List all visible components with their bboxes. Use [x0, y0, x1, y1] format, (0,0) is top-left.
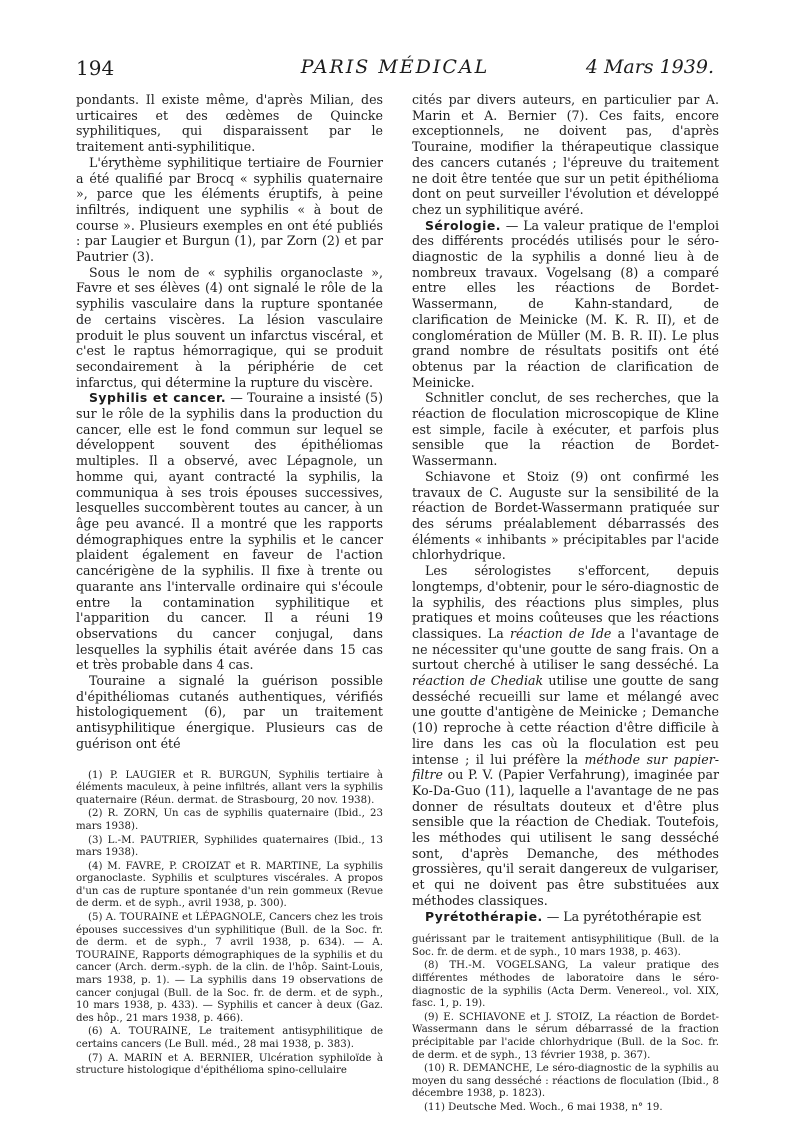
paragraph: Sous le nom de « syphilis organoclaste », Favre et ses élèves (4) ont signalé le rôle de la syphilis vasculaire dans la rupture spontanée de certains viscères. La lésion vasculaire produit le plus souvent un infarctus viscéral, et c'est le raptus hémorragique, qui se produit secondairement à la périphérie de cet infarctus, qui détermine la rupture du viscère. — [76, 264, 383, 390]
section-pyretotherapie — [412, 909, 719, 925]
term-papier-filtre: méthode sur papier-filtre — [412, 751, 719, 783]
footnotes-left — [76, 770, 383, 1078]
paragraph-text: ou P. V. (Papier Verfahrung), imaginée par Ko-Da-Guo (11), laquelle a l'avantage de ne pas donner de résultats douteux et d'être plus sensible que la réaction de Chediak. Toutefois, les méthodes qui utilisent le sang desséché sont, d'après Demanche, des méthodes grossières, qu'il serait dangereux de vulgariser, et qui ne doivent pas être substituées aux méthodes classiques. — [412, 767, 719, 908]
footnote: (11) Deutsche Med. Woch., 6 mai 1938, n° 19. — [424, 1101, 663, 1113]
issue-date: 4 Mars 1939. — [585, 56, 714, 78]
journal-title: PARIS MÉDICAL — [300, 56, 490, 78]
section-heading: Syphilis et cancer. — [89, 390, 227, 406]
footnotes-right — [412, 934, 719, 1114]
paragraph — [412, 563, 719, 908]
paragraph: pondants. Il existe même, d'après Milian, des urticaires et des œdèmes de Quincke syphilitiques, qui disparaissent par le traitement anti-syphilitique. — [76, 92, 383, 155]
paragraph: cités par divers auteurs, en particulier par A. Marin et A. Bernier (7). Ces faits, encore exceptionnels, ne doivent pas, d'après Touraine, modifier la thérapeutique classique des cancers cutanés ; l'épreuve du traitement ne doit être tentée que sur un petit épithélioma dont on peut surveiller l'évolution et développé chez un syphilitique avéré. — [412, 92, 719, 217]
footnote: (7) A. MARIN et A. BERNIER, Ulcération syphiloïde à structure histologique d'épithélioma spino-cellulaire — [76, 1052, 383, 1077]
footnote: guérissant par le traitement antisyphilitique (Bull. de la Soc. fr. de derm. et de syph., 10 mars 1938, p. 463). — [412, 934, 719, 958]
footnote: (5) A. TOURAINE et LÉPAGNOLE, Cancers chez les trois épouses successives d'un syphilitique (Bull. de la Soc. fr. de derm. et de syph., 7 avril 1938, p. 634). — A. TOURAINE, Rapports démographiques de la syphilis et du cancer (Arch. derm.-syph. de la clin. de l'hôp. Saint-Louis, mars 1938, p. 1). — La syphilis dans 19 observations de cancer conjugal (Bull. de la Soc. fr. de derm. et de syph., 10 mars 1938, p. 433). — Syphilis et cancer à deux (Gaz. des hôp., 21 mars 1938, p. 466). — [76, 912, 383, 1024]
term-ide: réaction de Ide — [510, 625, 612, 641]
footnote: (4) M. FAVRE, P. CROIZAT et R. MARTINE, La syphilis organoclaste. Syphilis et sculptures viscérales. A propos d'un cas de rupture spontanée d'un rein gommeux (Revue de derm. et de syph., avril 1938, p. 300). — [76, 860, 383, 910]
paragraph-text: — La valeur pratique de l'emploi des différents procédés utilisés pour le séro-diagnostic de la syphilis a donné lieu à de nombreux travaux. Vogelsang (8) a comparé entre elles les réactions de Bordet-Wassermann, de Kahn-standard, de clarification de Meinicke (M. K. R. II), et de conglomération de Müller (M. B. R. II). Le plus grand nombre de résultats positifs ont été obtenus par la réaction de clarification de Meinicke. — [412, 217, 719, 390]
paragraph-text: — Touraine a insisté (5) sur le rôle de la syphilis dans la production du cancer, elle est le fond commun sur lequel se développent souvent des épithéliomas multiples. Il a observé, avec Lépagnole, un homme qui, ayant contracté la syphilis, la communiqua à ses trois épouses successives, lesquelles succombèrent toutes au cancer, à un âge peu avancé. Il a montré que les rapports démographiques entre la syphilis et le cancer plaident également en faveur de l'action cancérigène de la syphilis. Il fixe à trente ou quarante ans l'intervalle ordinaire qui s'écoule entre la contamination syphilitique et l'apparition du cancer. Il a réuni 19 observations du cancer conjugal, dans lesquelles la syphilis était avérée dans 15 cas et très probable dans 4 cas. — [76, 390, 383, 673]
footnote: (2) R. ZORN, Un cas de syphilis quaternaire (Ibid., 23 mars 1938). — [76, 808, 383, 832]
paragraph-text: — La pyrétothérapie est — [542, 908, 702, 924]
paragraph-text: utilise une goutte de sang desséché recueilli sur lame et mélangé avec une goutte d'antigène de Meinicke ; Demanche (10) reproche à cette réaction d'être difficile à lire dans les cas où la floculation est peu intense ; il lui préfère la — [412, 673, 719, 767]
paragraph: L'érythème syphilitique tertiaire de Fournier a été qualifié par Brocq « syphilis quaternaire », parce que les éléments éruptifs, à peine infiltrés, indiquent une syphilis « à bout de course ». Plusieurs exemples en ont été publiés : par Laugier et Burgun (1), par Zorn (2) et par Pautrier (3). — [76, 154, 383, 265]
section-serologie — [412, 218, 719, 391]
section-heading: Pyrétothérapie. — [425, 908, 543, 924]
right-column — [412, 92, 719, 1116]
section-syphilis-cancer — [76, 390, 383, 673]
paragraph: Schnitler conclut, de ses recherches, que la réaction de floculation microscopique de Kline est simple, facile à exécuter, et parfois plus sensible que la réaction de Bordet-Wassermann. — [412, 390, 719, 469]
term-chediak: réaction de Chediak — [412, 673, 544, 689]
left-column — [76, 92, 383, 1079]
footnote: (6) A. TOURAINE, Le traitement antisyphilitique de certains cancers (Le Bull. méd., 28 mai 1938, p. 383). — [76, 1026, 383, 1050]
paragraph-text: Les sérologistes s'efforcent, depuis longtemps, d'obtenir, pour le séro-diagnostic de la syphilis, des réactions plus simples, plus pratiques et moins coûteuses que les réactions classiques. La — [412, 563, 719, 641]
page-header — [76, 56, 714, 90]
paragraph-text: a l'avantage de ne nécessiter qu'une goutte de sang frais. On a surtout cherché à utiliser le sang desséché. La — [412, 625, 719, 673]
footnote: (3) L.-M. PAUTRIER, Syphilides quaternaires (Ibid., 13 mars 1938). — [76, 834, 383, 859]
page-number: 194 — [76, 56, 115, 80]
footnote: (10) R. DEMANCHE, Le séro-diagnostic de la syphilis au moyen du sang desséché : réactions de floculation (Ibid., 8 décembre 1938, p. 1823). — [412, 1063, 719, 1100]
footnote: (9) E. SCHIAVONE et J. STOIZ, La réaction de Bordet-Wassermann dans le sérum débarrassé de la fraction précipitable par l'acide chlorhydrique (Bull. de la Soc. fr. de derm. et de syph., 13 février 1938, p. 367). — [412, 1011, 719, 1061]
section-heading: Sérologie. — [425, 217, 501, 233]
footnote: (1) P. LAUGIER et R. BURGUN, Syphilis tertiaire à éléments maculeux, à peine infiltrés, allant vers la syphilis quaternaire (Réun. dermat. de Strasbourg, 20 nov. 1938). — [76, 769, 383, 806]
paragraph: Touraine a signalé la guérison possible d'épithéliomas cutanés authentiques, vérifiés histologiquement (6), par un traitement antisyphilitique énergique. Plusieurs cas de guérison ont été — [76, 673, 383, 751]
paragraph: Schiavone et Stoiz (9) ont confirmé les travaux de C. Auguste sur la sensibilité de la réaction de Bordet-Wassermann pratiquée sur des sérums préalablement débarrassés des éléments « inhibants » précipitables par l'acide chlorhydrique. — [412, 468, 719, 563]
footnote: (8) TH.-M. VOGELSANG, La valeur pratique des différentes méthodes de laboratoire dans le séro-diagnostic de la syphilis (Acta Derm. Venereol., vol. XIX, fasc. 1, p. 19). — [412, 960, 719, 1010]
